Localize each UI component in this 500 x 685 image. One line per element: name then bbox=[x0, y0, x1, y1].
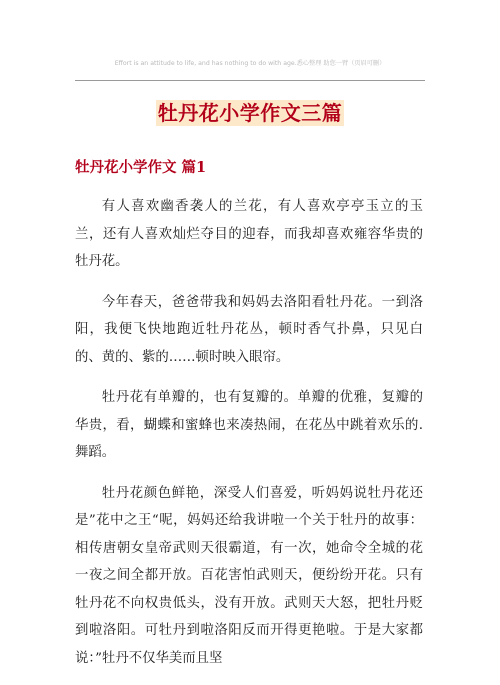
paragraph: 今年春天，爸爸带我和妈妈去洛阳看牡丹花。一到洛阳，我便飞快地跑近牡丹花丛，顿时香气扑鼻，只见白的、黄的、紫的……顿时映入眼帘。 bbox=[75, 294, 423, 365]
page-header: Effort is an attitude to life, and has nothing to do with age.悉心整理 助您一臂（页眉可删） bbox=[114, 60, 386, 67]
paragraph: 牡丹花颜色鲜艳，深受人们喜爱，听妈妈说牡丹花还是”花中之王“呢，妈妈还给我讲啦一个关于牡丹的故事：相传唐朝女皇帝武则天很霸道，有一次，她命令全城的花一夜之间全都开放。百花害怕武则天，便纷纷开花。只有牡丹花不向权贵低头，没有开放。武则天大怒，把牡丹贬到啦洛阳。可牡丹到啦洛阳反而开得更艳啦。于是大家都说：”牡丹不仅华美而且坚 bbox=[75, 485, 423, 666]
document-title: 牡丹花小学作文三篇 bbox=[157, 101, 343, 125]
section-heading: 牡丹花小学作文 篇1 bbox=[75, 159, 207, 176]
header-divider bbox=[75, 80, 425, 81]
paragraph: 有人喜欢幽香袭人的兰花，有人喜欢亭亭玉立的玉兰，还有人喜欢灿烂夺目的迎春，而我却喜欢雍容华贵的牡丹花。 bbox=[75, 199, 423, 269]
document-body bbox=[75, 193, 423, 685]
paragraph: 牡丹花有单瓣的，也有复瓣的。单瓣的优雅，复瓣的华贵，看，蝴蝶和蜜蜂也来凑热闹，在花丛中跳着欢乐的.舞蹈。 bbox=[75, 390, 423, 460]
title-container bbox=[0, 100, 500, 126]
